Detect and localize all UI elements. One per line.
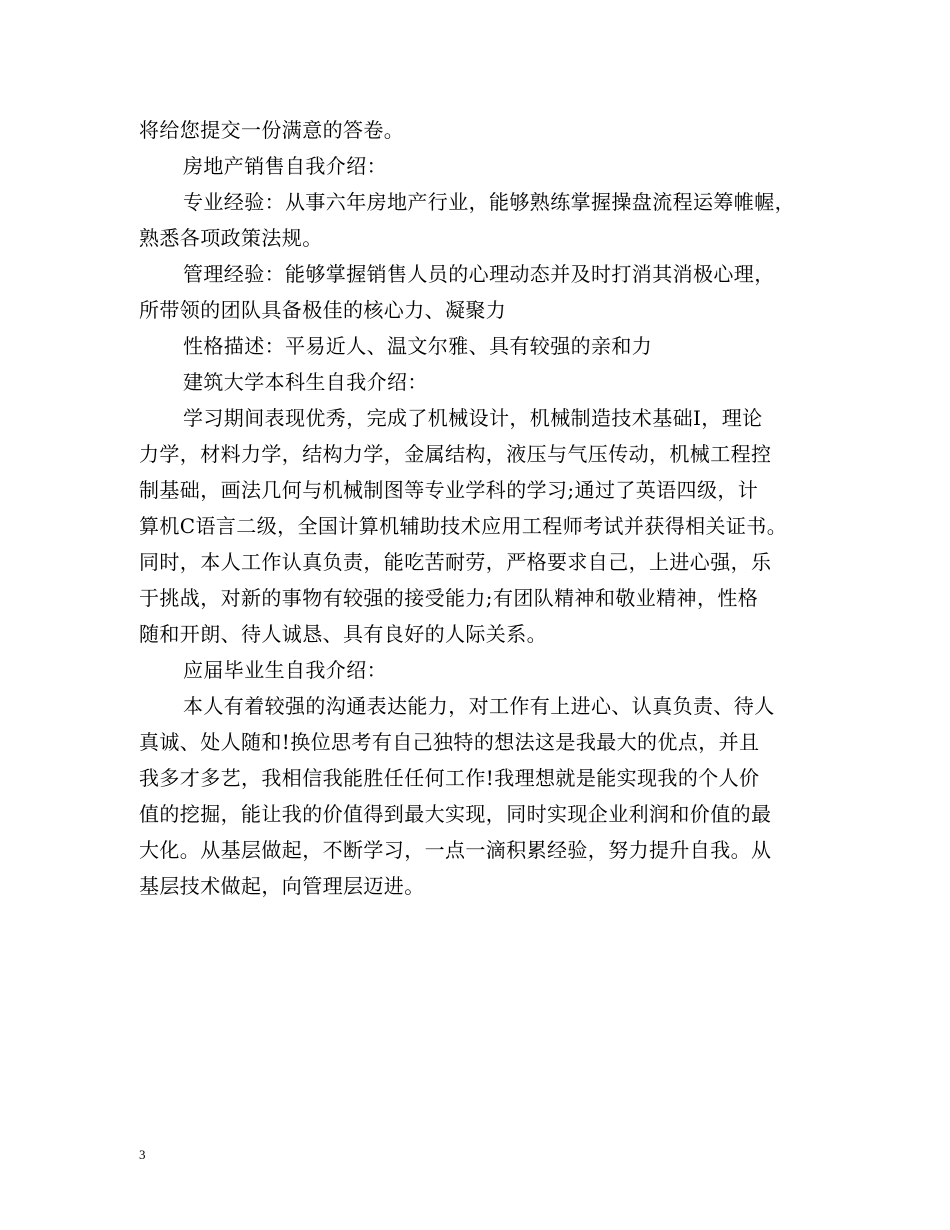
page-number: 3: [139, 1147, 146, 1162]
section-heading-architecture: 建筑大学本科生自我介绍：: [183, 370, 428, 394]
section-heading-graduate: 应届毕业生自我介绍：: [183, 658, 387, 682]
text-line: 基层技术做起，向管理层迈进。: [139, 874, 425, 898]
text-line: 算机C语言二级，全国计算机辅助技术应用工程师考试并获得相关证书。: [139, 514, 788, 538]
text-line: 学习期间表现优秀，完成了机械设计，机械制造技术基础Ⅰ，理论: [183, 406, 763, 430]
text-line: 熟悉各项政策法规。: [139, 226, 323, 250]
text-line: 同时，本人工作认真负责，能吃苦耐劳，严格要求自己，上进心强，乐: [139, 550, 772, 574]
text-line: 于挑战，对新的事物有较强的接受能力;有团队精神和敬业精神，性格: [139, 586, 759, 610]
text-line: 大化。从基层做起，不断学习，一点一滴积累经验，努力提升自我。从: [139, 838, 772, 862]
text-line: 真诚、处人随和!换位思考有自己独特的想法这是我最大的优点，并且: [139, 730, 760, 754]
text-line: 力学，材料力学，结构力学，金属结构，液压与气压传动，机械工程控: [139, 442, 772, 466]
text-line: 本人有着较强的沟通表达能力，对工作有上进心、认真负责、待人: [183, 694, 775, 718]
text-line: 值的挖掘，能让我的价值得到最大实现，同时实现企业利润和价值的最: [139, 802, 772, 826]
text-line: 性格描述：平易近人、温文尔雅、具有较强的亲和力: [183, 334, 653, 358]
section-heading-real-estate: 房地产销售自我介绍：: [183, 154, 387, 178]
text-line: 随和开朗、待人诚恳、具有良好的人际关系。: [139, 622, 547, 646]
text-line: 所带领的团队具备极佳的核心力、凝聚力: [139, 298, 507, 322]
text-line: 将给您提交一份满意的答卷。: [139, 118, 405, 142]
body-text: [139, 112, 829, 904]
text-line: 我多才多艺，我相信我能胜任任何工作!我理想就是能实现我的个人价: [139, 766, 760, 790]
text-line: 管理经验：能够掌握销售人员的心理动态并及时打消其消极心理，: [183, 262, 775, 286]
text-line: 专业经验：从事六年房地产行业，能够熟练掌握操盘流程运筹帷幄，: [183, 190, 795, 214]
text-line: 制基础，画法几何与机械制图等专业学科的学习;通过了英语四级，计: [139, 478, 759, 502]
